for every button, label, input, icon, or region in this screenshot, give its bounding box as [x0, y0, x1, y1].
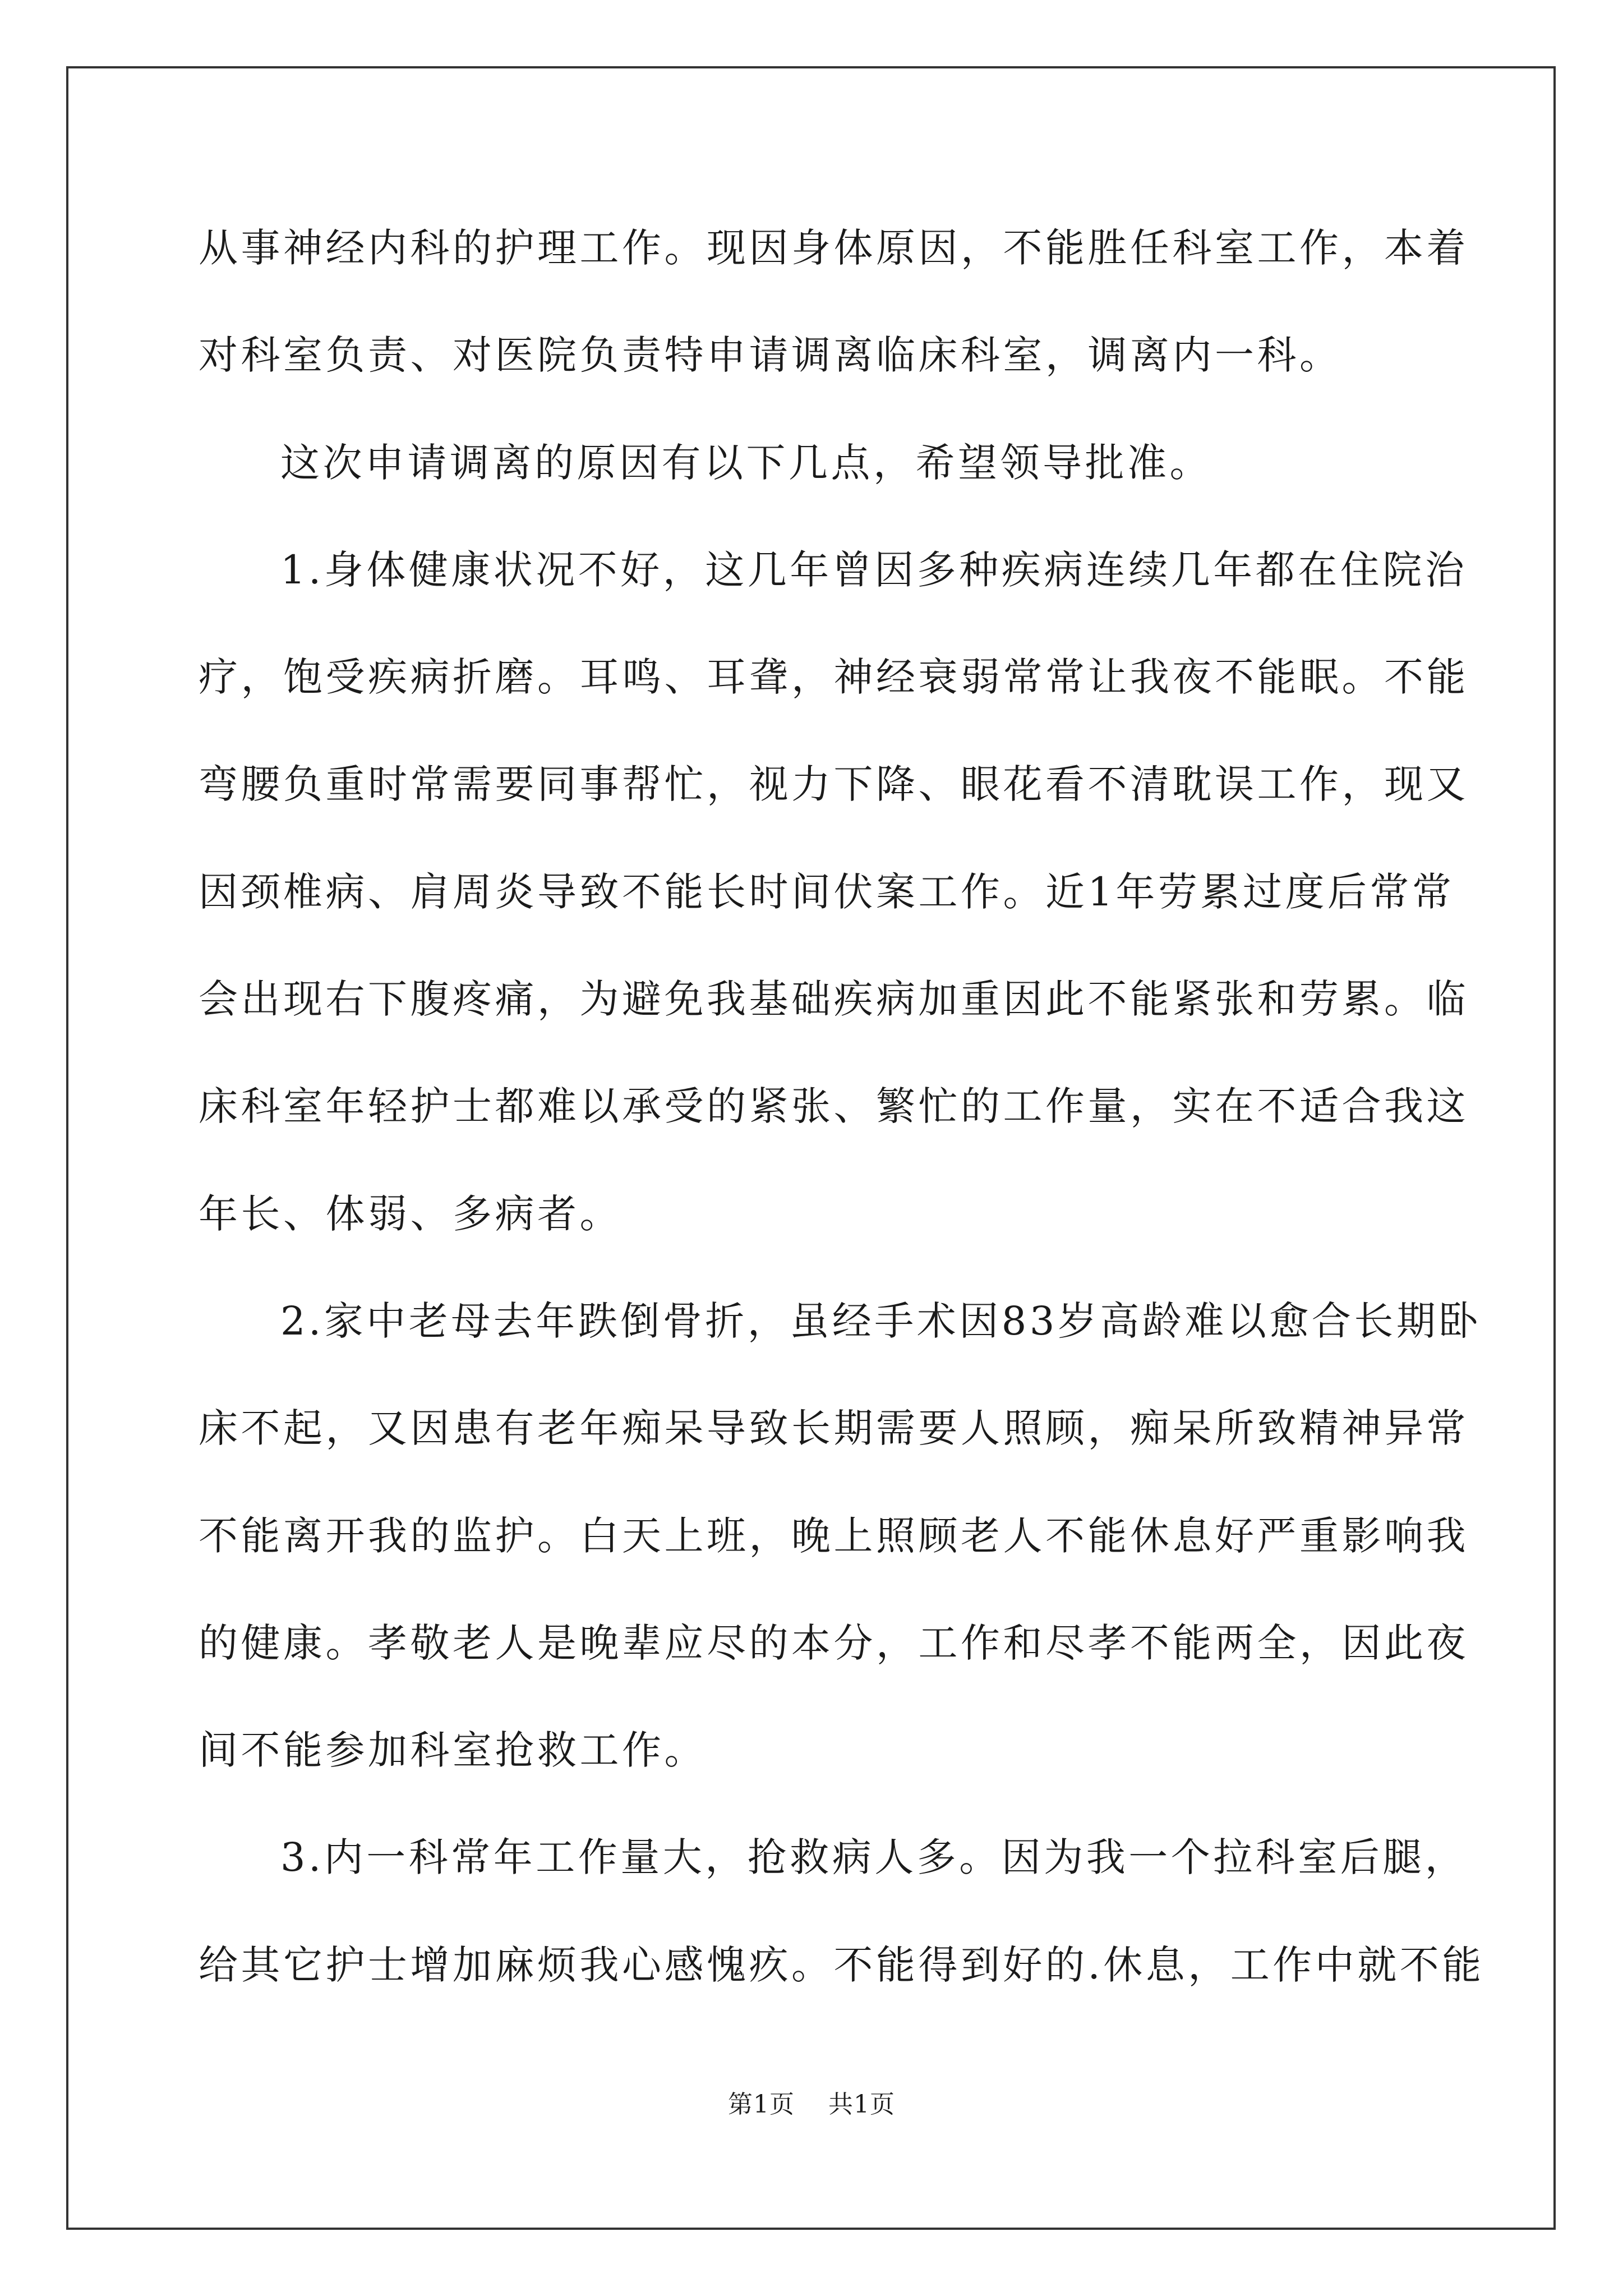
text-line: 床不起，又因患有老年痴呆导致长期需要人照顾，痴呆所致精神异常	[199, 1405, 1469, 1452]
text-line: 从事神经内科的护理工作。现因身体原因，不能胜任科室工作，本着	[199, 225, 1469, 271]
text-line: 因颈椎病、肩周炎导致不能长时间伏案工作。近1年劳累过度后常常	[199, 868, 1455, 915]
document-body	[199, 214, 1484, 2039]
page-number: 第1页	[728, 2090, 795, 2119]
text-line: 间不能参加科室抢救工作。	[199, 1727, 707, 1774]
page-total: 共1页	[828, 2090, 895, 2119]
paragraph-line: 2.家中老母去年跌倒骨折，虽经手术因83岁高龄难以愈合长期卧	[280, 1297, 1481, 1344]
text-line: 会出现右下腹疼痛，为避免我基础疾病加重因此不能紧张和劳累。临	[199, 976, 1469, 1023]
paragraph-line: 这次申请调离的原因有以下几点，希望领导批准。	[280, 439, 1212, 486]
text-line: 不能离开我的监护。白天上班，晚上照顾老人不能休息好严重影响我	[199, 1512, 1469, 1559]
text-line: 的健康。孝敬老人是晚辈应尽的本分，工作和尽孝不能两全，因此夜	[199, 1619, 1469, 1666]
page-footer	[0, 2088, 1623, 2122]
text-line: 疗，饱受疾病折磨。耳鸣、耳聋，神经衰弱常常让我夜不能眠。不能	[199, 654, 1469, 701]
text-line: 年长、体弱、多病者。	[199, 1190, 622, 1237]
paragraph-line: 3.内一科常年工作量大，抢救病人多。因为我一个拉科室后腿，	[280, 1834, 1468, 1881]
text-line: 床科室年轻护士都难以承受的紧张、繁忙的工作量，实在不适合我这	[199, 1083, 1469, 1130]
text-line: 给其它护士增加麻烦我心感愧疚。不能得到好的.休息，工作中就不能	[199, 1941, 1484, 1988]
paragraph-line: 1.身体健康状况不好，这几年曾因多种疾病连续几年都在住院治	[280, 546, 1468, 593]
text-line: 对科室负责、对医院负责特申请调离临床科室，调离内一科。	[199, 332, 1342, 379]
text-line: 弯腰负重时常需要同事帮忙，视力下降、眼花看不清耽误工作，现又	[199, 761, 1469, 808]
